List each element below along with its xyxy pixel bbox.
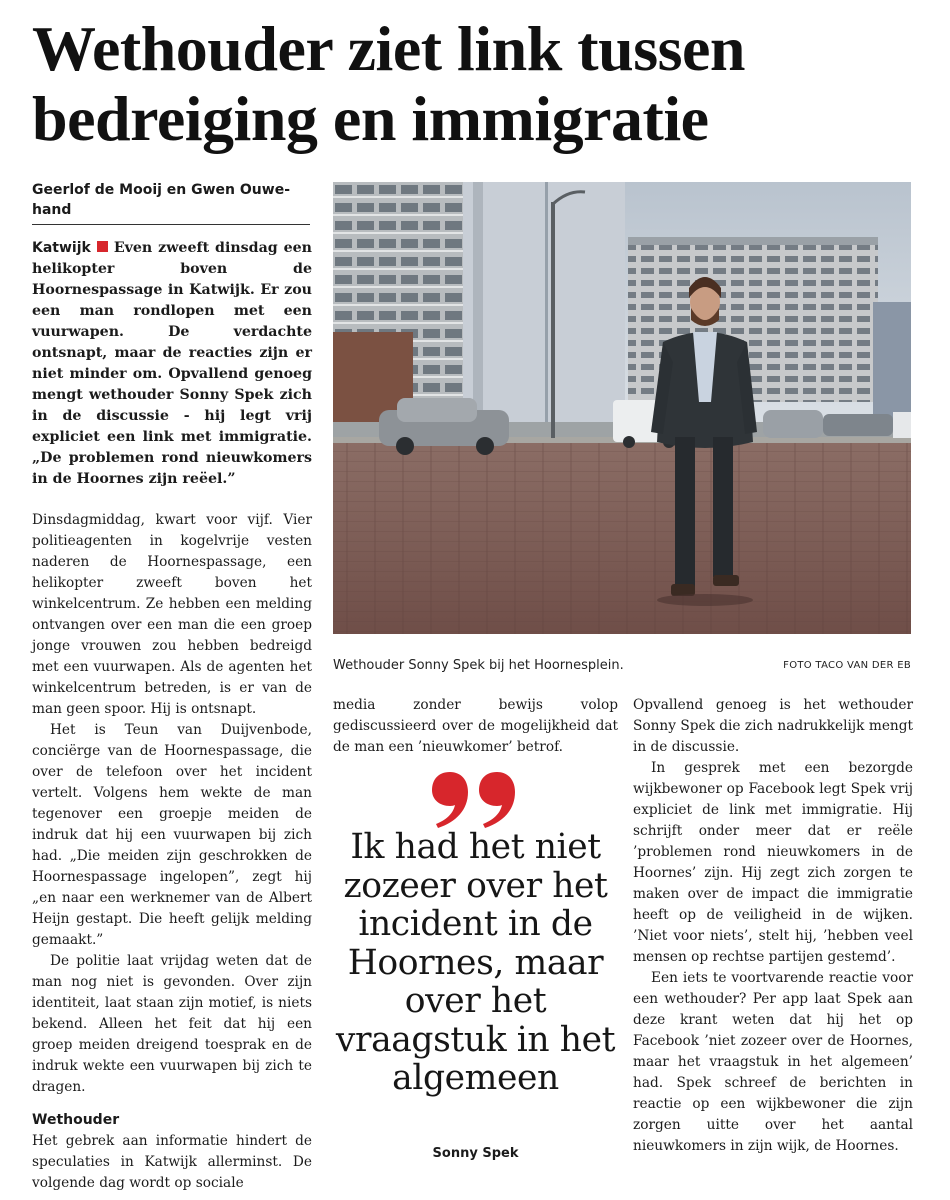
- column-2: [333, 695, 618, 758]
- body-paragraph: In gesprek met een bezorgde wijkbewoner op Facebook legt Spek vrij expliciet de link met immigratie. Hij schrijft onder meer dat er reële ’problemen rond nieuwkomers in de Hoornes’ zijn. Hij zegt zich zorgen te maken over de impact die immigratie heeft op de veiligheid in de wijken. ’Niet voor niets’, stelt hij, ’hebben veel mensen op rechtse partijen gestemd’.: [633, 760, 913, 965]
- byline: [32, 180, 310, 225]
- article-photo: [333, 182, 911, 634]
- byline-line-2: hand: [32, 202, 72, 218]
- subhead: Wethouder: [32, 1112, 120, 1128]
- headline-line-1: Wethouder ziet link tussen: [32, 13, 745, 84]
- pull-quote-author: Sonny Spek: [432, 1146, 519, 1161]
- headline-line-2: bedreiging en immigratie: [32, 83, 709, 154]
- photo-caption: [333, 658, 911, 673]
- column-3: [633, 695, 913, 1157]
- body-paragraph: Het gebrek aan informatie hindert de speculaties in Katwijk allerminst. De volgende dag wordt op sociale: [32, 1133, 312, 1191]
- headline: [32, 14, 932, 154]
- photo-credit: FOTO TACO VAN DER EB: [783, 660, 911, 671]
- dateline: Katwijk: [32, 240, 91, 256]
- lead-text: Even zweeft dinsdag een helikopter boven de Hoornespassage in Katwijk. Er zou een man rondlopen met een vuurwapen. De verdachte ontsnapt, maar de reacties zijn er niet minder om. Opvallend genoeg mengt wethouder Sonny Spek zich in de discussie - hij legt vrij expliciet een link met immigratie. „De problemen rond nieuwkomers in de Hoornes zijn reëel.”: [32, 240, 312, 487]
- photo-scene: [333, 182, 911, 634]
- column-1: [32, 238, 312, 1194]
- quote-marks-icon: [430, 770, 520, 830]
- body-paragraph: Dinsdagmiddag, kwart voor vijf. Vier politieagenten in kogelvrije vesten naderen de Hoornespassage, een helikopter zweeft boven het winkelcentrum. Ze hebben een melding ontvangen over een man die een groep jonge vrouwen zou hebben bedreigd met een vuurwapen. Als de agenten het winkelcentrum betreden, is er van de man geen spoor. Hij is ontsnapt.: [32, 512, 312, 717]
- body-paragraph: Een iets te voortvarende reactie voor een wethouder? Per app laat Spek aan deze krant weten dat hij het op Facebook ’niet zozeer over de Hoornes, maar het vraagstuk in het algemeen’ had. Spek schreef de berichten in reactie op een wijkbewoner die zijn zorgen uitte over het aantal nieuwkomers in zijn wijk, de Hoornes.: [633, 970, 913, 1154]
- byline-line-1: Geerlof de Mooij en Gwen Ouwe-: [32, 182, 291, 198]
- body-paragraph: De politie laat vrijdag weten dat de man nog niet is gevonden. Over zijn identiteit, laat staan zijn motief, is niets bekend. Alleen het feit dat hij een groep meiden dreigend toesprak en de indruk wekte een vuurwapen bij zich te dragen.: [32, 953, 312, 1095]
- lead-paragraph: [32, 238, 312, 490]
- caption-text: Wethouder Sonny Spek bij het Hoornesplein.: [333, 658, 624, 673]
- body-paragraph: Opvallend genoeg is het wethouder Sonny Spek die zich nadrukkelijk mengt in de discussie.: [633, 697, 913, 755]
- pull-quote: Ik had het niet zozeer over het incident in de Hoornes, maar over het vraagstuk in het algemeen: [335, 827, 616, 1098]
- body-paragraph: media zonder bewijs volop gediscussieerd over de mogelijkheid dat de man een ’nieuwkomer’ betrof.: [333, 697, 618, 755]
- red-square-icon: [97, 241, 108, 252]
- body-paragraph: Het is Teun van Duijvenbode, conciërge van de Hoornespassage, die over de telefoon over het incident vertelt. Volgens hem wekte de man tegenover een groepje meiden de indruk dat hij een vuurwapen bij zich had. „Die meiden zijn geschrokken de Hoornespassage ingelopen”, zegt hij „en naar een werknemer van de Albert Heijn gestapt. Die heeft gelijk melding gemaakt.”: [32, 722, 312, 948]
